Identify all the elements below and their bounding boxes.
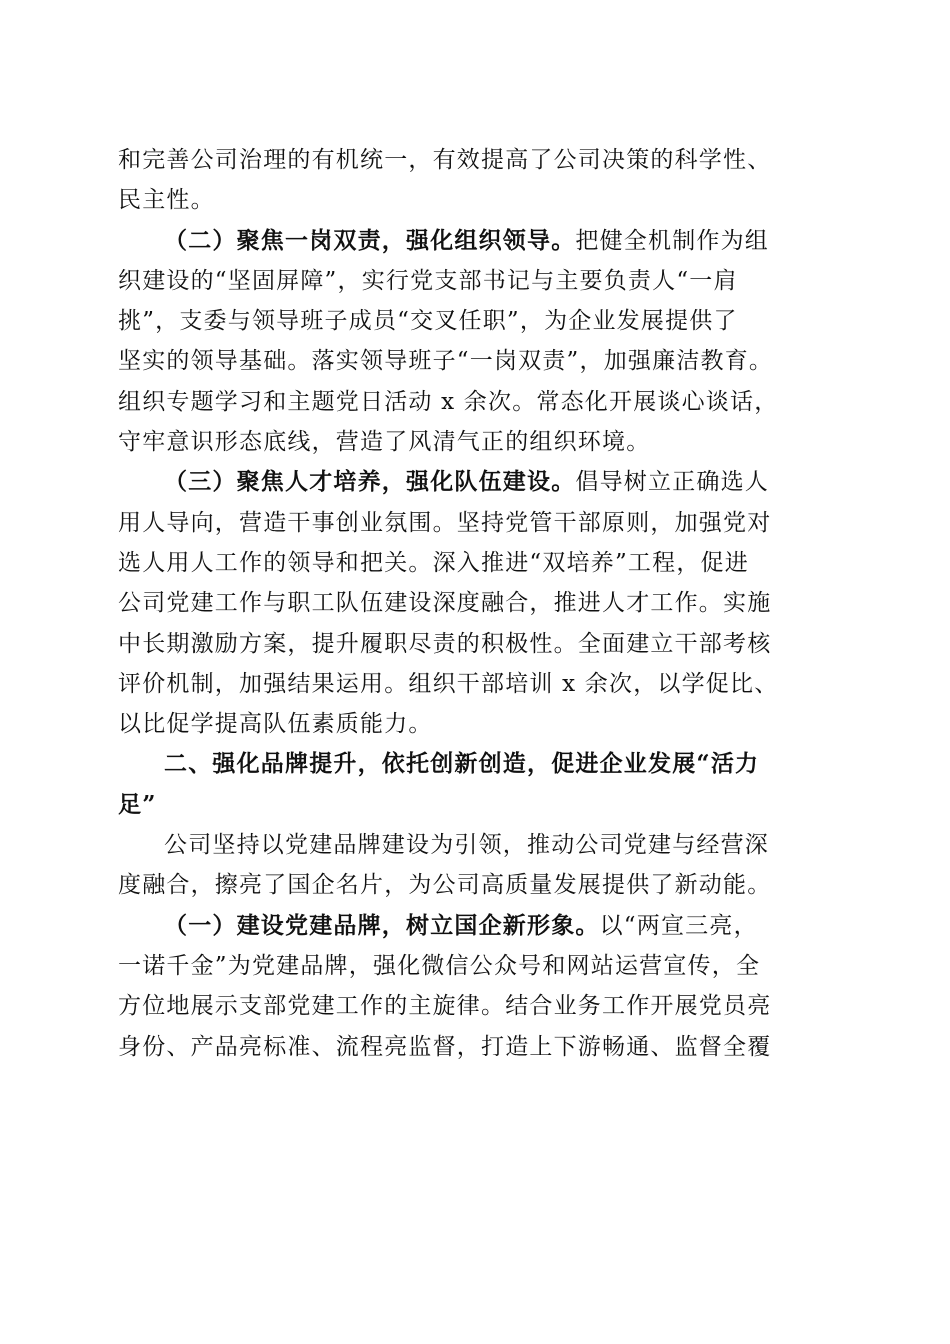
text-segment: 织建设的“坚固屏障”，实行党支部书记与主要负责人“一肩 — [118, 267, 738, 294]
text-line — [118, 543, 838, 583]
bold-text-segment: （一）建设党建品牌，树立国企新形象。 — [164, 911, 600, 939]
text-line — [118, 301, 838, 341]
text-line — [118, 180, 838, 220]
text-line — [118, 422, 838, 462]
bold-text-segment: 二、强化品牌提升，依托创新创造，促进企业发展“活力 — [164, 750, 760, 778]
text-line — [118, 704, 838, 744]
text-line — [118, 906, 838, 946]
text-segment: 守牢意识形态底线，营造了风清气正的组织环境。 — [118, 429, 651, 456]
text-segment: 选人用人工作的领导和把关。深入推进“双培养”工程，促进 — [118, 549, 749, 576]
text-line — [118, 382, 838, 422]
text-line — [118, 785, 838, 825]
text-segment: 民主性。 — [118, 187, 215, 214]
text-segment: 和完善公司治理的有机统一，有效提高了公司决策的科学性、 — [118, 147, 772, 173]
text-segment: 组织专题学习和主题党日活动 x 余次。常态化开展谈心谈话， — [118, 388, 779, 415]
text-line — [118, 503, 838, 543]
text-line — [118, 221, 838, 261]
text-segment: 度融合，擦亮了国企名片，为公司高质量发展提供了新动能。 — [118, 872, 772, 899]
text-line — [118, 946, 838, 986]
bold-text-segment: （二）聚焦一岗双责，强化组织领导。 — [164, 226, 576, 254]
text-line — [118, 1027, 838, 1067]
text-segment: 方位地展示支部党建工作的主旋律。结合业务工作开展党员亮 — [118, 993, 772, 1020]
text-segment: 以比促学提高队伍素质能力。 — [118, 711, 433, 738]
text-line — [118, 341, 838, 381]
text-line — [118, 825, 838, 865]
text-segment: 用人导向，营造干事创业氛围。坚持党管干部原则，加强党对 — [118, 509, 772, 536]
bold-text-segment: （三）聚焦人才培养，强化队伍建设。 — [164, 468, 576, 496]
text-segment: 公司党建工作与职工队伍建设深度融合，推进人才工作。实施 — [118, 590, 772, 617]
text-segment: 评价机制，加强结果运用。组织干部培训 x 余次，以学促比、 — [118, 670, 779, 697]
text-segment: 倡导树立正确选人 — [575, 469, 770, 496]
text-line — [118, 865, 838, 905]
text-segment: 挑”，支委与领导班子成员“交叉任职”，为企业发展提供了 — [118, 308, 738, 335]
text-line — [118, 664, 838, 704]
text-segment: 把健全机制作为组 — [575, 227, 770, 254]
text-line — [118, 986, 838, 1026]
text-line — [118, 624, 838, 664]
text-segment: 坚实的领导基础。落实领导班子“一岗双责”，加强廉洁教育。 — [118, 348, 774, 375]
text-segment: 中长期激励方案，提升履职尽责的积极性。全面建立干部考核 — [118, 630, 772, 657]
text-segment: 以“两宣三亮， — [599, 912, 758, 939]
text-segment: 身份、产品亮标准、流程亮监督，打造上下游畅通、监督全覆 — [118, 1033, 772, 1060]
document-page — [118, 140, 838, 1067]
text-line — [118, 261, 838, 301]
text-line — [118, 744, 838, 784]
text-line — [118, 462, 838, 502]
text-segment: 一诺千金”为党建品牌，强化微信公众号和网站运营宣传，全 — [118, 952, 761, 979]
text-line — [118, 140, 838, 180]
bold-text-segment: 足” — [118, 790, 157, 818]
text-segment: 公司坚持以党建品牌建设为引领，推动公司党建与经营深 — [164, 832, 769, 859]
text-line — [118, 583, 838, 623]
